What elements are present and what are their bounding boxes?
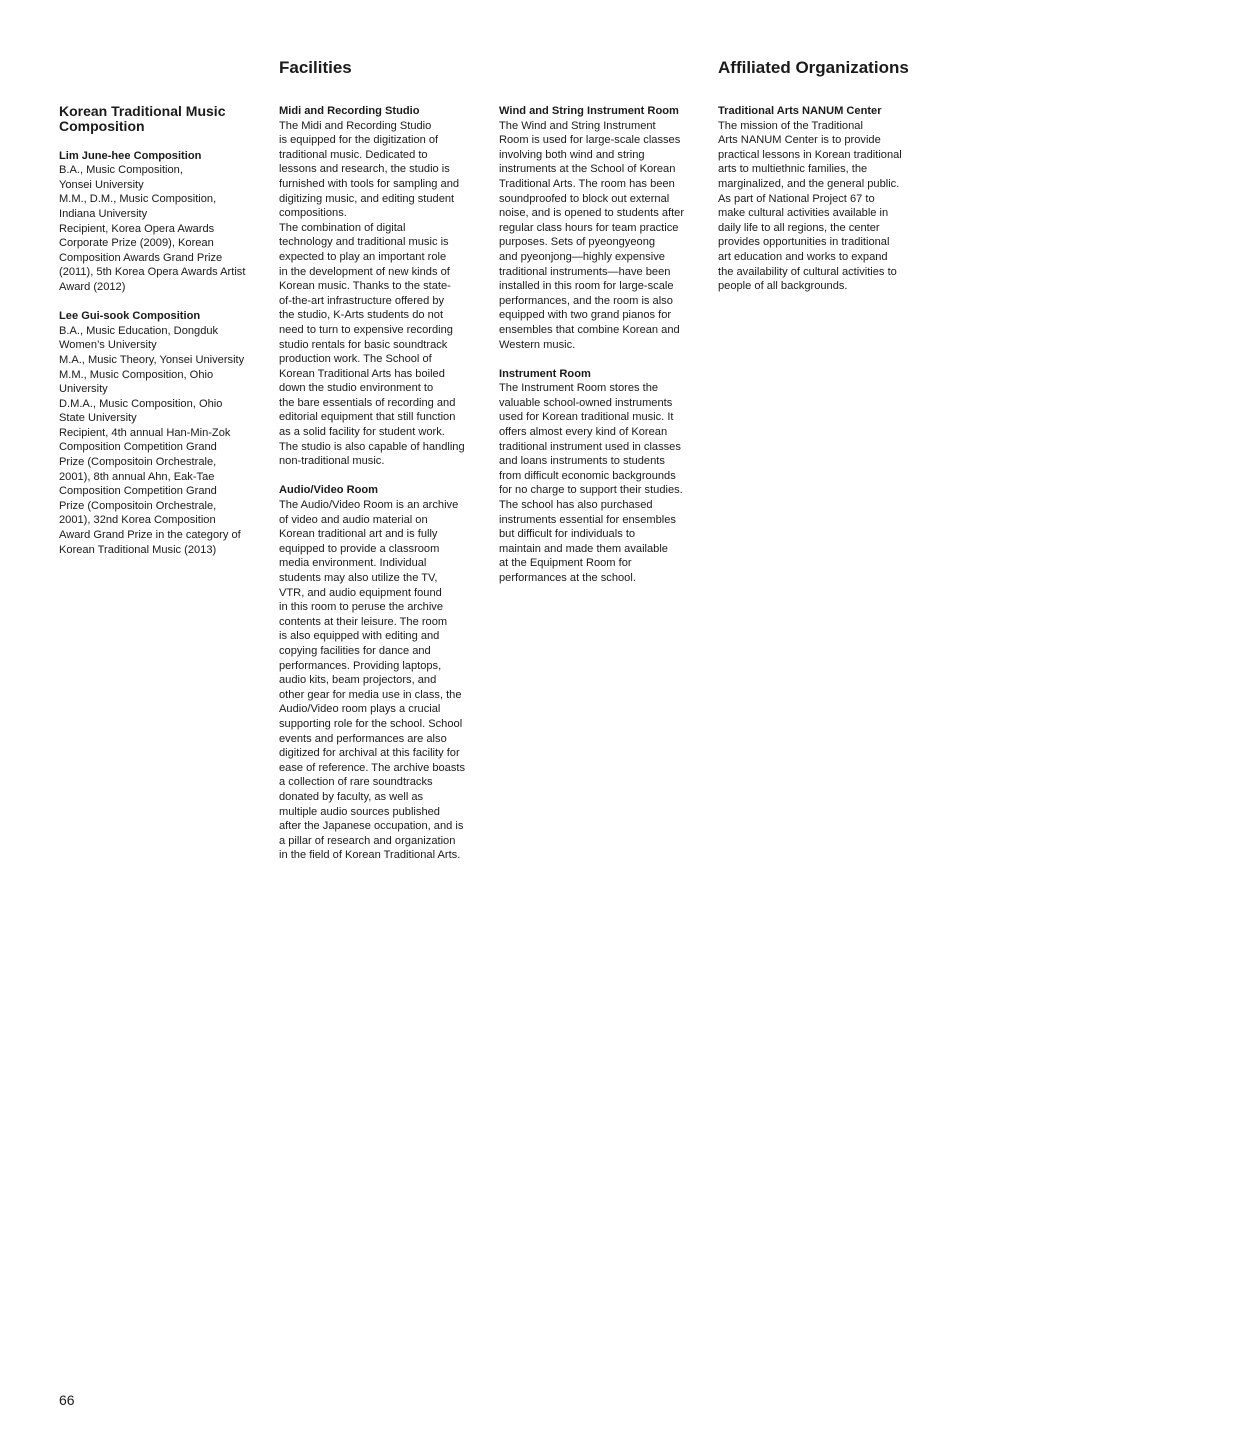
text-line: in the field of Korean Traditional Arts. — [279, 849, 461, 862]
text-line: traditional music. Dedicated to — [279, 148, 428, 161]
text-line: The Instrument Room stores the — [499, 382, 659, 395]
text-line: The studio is also capable of handling — [279, 440, 465, 453]
text-line: at the Equipment Room for — [499, 557, 632, 570]
text-line: people of all backgrounds. — [718, 280, 848, 293]
text-line: regular class hours for team practice — [499, 221, 679, 234]
nanum-center-heading: Traditional Arts NANUM Center — [718, 105, 882, 117]
text-line: and loans instruments to students — [499, 455, 665, 468]
text-line: soundproofed to block out external — [499, 192, 670, 205]
text-line: M.M., D.M., Music Composition, — [59, 193, 217, 206]
text-line: Korean Traditional Arts has boiled — [279, 367, 445, 380]
text-line: Room is used for large-scale classes — [499, 134, 681, 147]
text-line: Prize (Compositoin Orchestrale, — [59, 499, 217, 512]
text-line: Prize (Compositoin Orchestrale, — [59, 456, 217, 469]
text-line: noise, and is opened to students after — [499, 207, 685, 220]
text-line: art education and works to expand — [718, 250, 888, 263]
av-room-heading: Audio/Video Room — [279, 484, 379, 497]
text-line: but difficult for individuals to — [499, 528, 636, 541]
text-line: Korean music. Thanks to the state- — [279, 280, 451, 293]
text-line: equipped with two grand pianos for — [499, 309, 672, 322]
text-line: used for Korean traditional music. It — [499, 411, 674, 424]
text-line: Women’s University — [59, 339, 157, 352]
text-line: The mission of the Traditional — [718, 119, 863, 132]
text-line: compositions. — [279, 207, 347, 220]
text-line: of video and audio material on — [279, 513, 428, 526]
text-line: other gear for media use in class, the — [279, 688, 462, 701]
text-line: the studio, K-Arts students do not — [279, 309, 444, 322]
text-line: instruments at the School of Korean — [499, 163, 676, 176]
text-line: The Audio/Video Room is an archive — [279, 499, 459, 512]
text-line: contents at their leisure. The room — [279, 615, 448, 628]
text-line: need to turn to expensive recording — [279, 323, 453, 336]
text-line: Award Grand Prize in the category of — [59, 529, 241, 542]
faculty-title: Korean Traditional Music Composition — [59, 103, 226, 134]
text-line: Korean Traditional Music (2013) — [59, 543, 217, 556]
text-line: expected to play an important role — [279, 250, 447, 263]
text-line: studio rentals for basic soundtrack — [279, 338, 448, 351]
faculty-column — [59, 104, 264, 557]
affiliated-organizations-heading: Affiliated Organizations — [718, 58, 909, 77]
text-line: equipped to provide a classroom — [279, 542, 440, 555]
text-line: technology and traditional music is — [279, 236, 449, 249]
text-line: D.M.A., Music Composition, Ohio — [59, 397, 223, 410]
text-line: Western music. — [499, 338, 576, 351]
text-line: audio kits, beam projectors, and — [279, 674, 437, 687]
text-line: The school has also purchased — [499, 499, 653, 512]
text-line: donated by faculty, as well as — [279, 790, 424, 803]
text-line: supporting role for the school. School — [279, 717, 463, 730]
text-line: digitized for archival at this facility for — [279, 747, 460, 760]
text-line: Yonsei University — [59, 178, 144, 191]
text-line: performances at the school. — [499, 572, 636, 584]
text-line: events and performances are also — [279, 732, 447, 745]
text-line: involving both wind and string — [499, 148, 645, 161]
text-line: is also equipped with editing and — [279, 630, 440, 643]
facilities-heading: Facilities — [279, 58, 352, 77]
text-line: Audio/Video room plays a crucial — [279, 703, 441, 716]
page-number: 66 — [59, 1392, 75, 1408]
text-line: is equipped for the digitization of — [279, 134, 439, 147]
text-line: production work. The School of — [279, 353, 432, 366]
text-line: in this room to peruse the archive — [279, 601, 444, 614]
midi-studio-body — [279, 119, 484, 469]
spacer — [59, 134, 264, 149]
text-line: instruments essential for ensembles — [499, 513, 676, 526]
text-line: Traditional Arts. The room has been — [499, 177, 675, 190]
text-line: B.A., Music Composition, — [59, 164, 183, 177]
text-line: Indiana University — [59, 207, 148, 220]
text-line: Composition Awards Grand Prize — [59, 251, 223, 264]
text-line: ease of reference. The archive boasts — [279, 761, 466, 774]
text-line: traditional instrument used in classes — [499, 440, 681, 453]
text-line: marginalized, and the general public. — [718, 177, 900, 190]
text-line: Corporate Prize (2009), Korean — [59, 237, 214, 250]
text-line: after the Japanese occupation, and is — [279, 820, 464, 833]
text-line: M.A., Music Theory, Yonsei University — [59, 353, 245, 366]
faculty-name: Lee Gui-sook Composition — [59, 310, 201, 323]
text-line: of-the-art infrastructure offered by — [279, 294, 445, 307]
text-line: Composition Competition Grand — [59, 441, 217, 454]
text-line: arts to multiethnic families, the — [718, 163, 868, 176]
faculty-bio — [59, 324, 264, 558]
text-line: non-traditional music. — [279, 455, 385, 468]
text-line: The Midi and Recording Studio — [279, 119, 432, 132]
faculty-bio — [59, 163, 264, 294]
text-line: down the studio environment to — [279, 382, 434, 395]
text-line: editorial equipment that still function — [279, 411, 456, 424]
text-line: performances, and the room is also — [499, 294, 673, 307]
text-line: B.A., Music Education, Dongduk — [59, 324, 219, 337]
text-line: purposes. Sets of pyeongyeong — [499, 236, 656, 249]
text-line: Arts NANUM Center is to provide — [718, 134, 881, 147]
text-line: installed in this room for large-scale — [499, 280, 674, 293]
text-line: as a solid facility for student work. — [279, 426, 445, 439]
text-line: in the development of new kinds of — [279, 265, 450, 278]
text-line: (2011), 5th Korea Opera Awards Artist — [59, 266, 246, 279]
text-line: maintain and made them available — [499, 542, 668, 555]
text-line: Korean traditional art and is fully — [279, 528, 438, 541]
text-line: Award (2012) — [59, 280, 126, 293]
text-line: valuable school-owned instruments — [499, 396, 673, 409]
text-line: State University — [59, 412, 137, 425]
text-line: Recipient, 4th annual Han-Min-Zok — [59, 426, 231, 439]
text-line: provides opportunities in traditional — [718, 236, 890, 249]
instrument-room-body — [499, 381, 704, 585]
text-line: furnished with tools for sampling and — [279, 177, 460, 190]
text-line: lessons and research, the studio is — [279, 163, 450, 176]
instrument-room-heading: Instrument Room — [499, 367, 591, 380]
text-line: Recipient, Korea Opera Awards — [59, 222, 215, 235]
text-line: from difficult economic backgrounds — [499, 469, 676, 482]
text-line: the bare essentials of recording and — [279, 396, 456, 409]
spacer — [499, 352, 704, 367]
text-line: media environment. Individual — [279, 557, 427, 570]
text-line: digitizing music, and editing student — [279, 192, 455, 205]
text-line: VTR, and audio equipment found — [279, 586, 442, 599]
wind-string-room-heading: Wind and String Instrument Room — [499, 105, 679, 117]
nanum-center-body — [718, 119, 923, 294]
midi-studio-heading: Midi and Recording Studio — [279, 105, 420, 117]
text-line: for no charge to support their studies. — [499, 484, 683, 497]
text-line: The combination of digital — [279, 221, 406, 234]
text-line: a collection of rare soundtracks — [279, 776, 433, 789]
text-line: University — [59, 383, 108, 396]
text-line: and pyeonjong—highly expensive — [499, 250, 665, 263]
facilities-column-2 — [499, 104, 704, 586]
text-line: The Wind and String Instrument — [499, 119, 656, 132]
affiliated-column — [718, 104, 923, 294]
text-line: ensembles that combine Korean and — [499, 323, 680, 336]
text-line: As part of National Project 67 to — [718, 192, 875, 205]
text-line: Composition Competition Grand — [59, 485, 217, 498]
wind-string-room-body — [499, 119, 704, 353]
spacer — [59, 295, 264, 310]
facilities-column-1 — [279, 104, 484, 863]
av-room-body — [279, 498, 484, 863]
text-line: offers almost every kind of Korean — [499, 426, 668, 439]
text-line: traditional instruments—have been — [499, 265, 671, 278]
text-line: multiple audio sources published — [279, 805, 440, 818]
text-line: copying facilities for dance and — [279, 644, 431, 657]
text-line: daily life to all regions, the center — [718, 221, 880, 234]
text-line: make cultural activities available in — [718, 207, 889, 220]
spacer — [279, 469, 484, 484]
text-line: the availability of cultural activities to — [718, 265, 897, 278]
text-line: a pillar of research and organization — [279, 834, 456, 847]
text-line: performances. Providing laptops, — [279, 659, 442, 672]
text-line: 2001), 32nd Korea Composition — [59, 514, 216, 527]
text-line: 2001), 8th annual Ahn, Eak-Tae — [59, 470, 215, 483]
faculty-name: Lim June-hee Composition — [59, 149, 202, 162]
text-line: practical lessons in Korean traditional — [718, 148, 902, 161]
text-line: students may also utilize the TV, — [279, 572, 438, 584]
text-line: M.M., Music Composition, Ohio — [59, 368, 214, 381]
